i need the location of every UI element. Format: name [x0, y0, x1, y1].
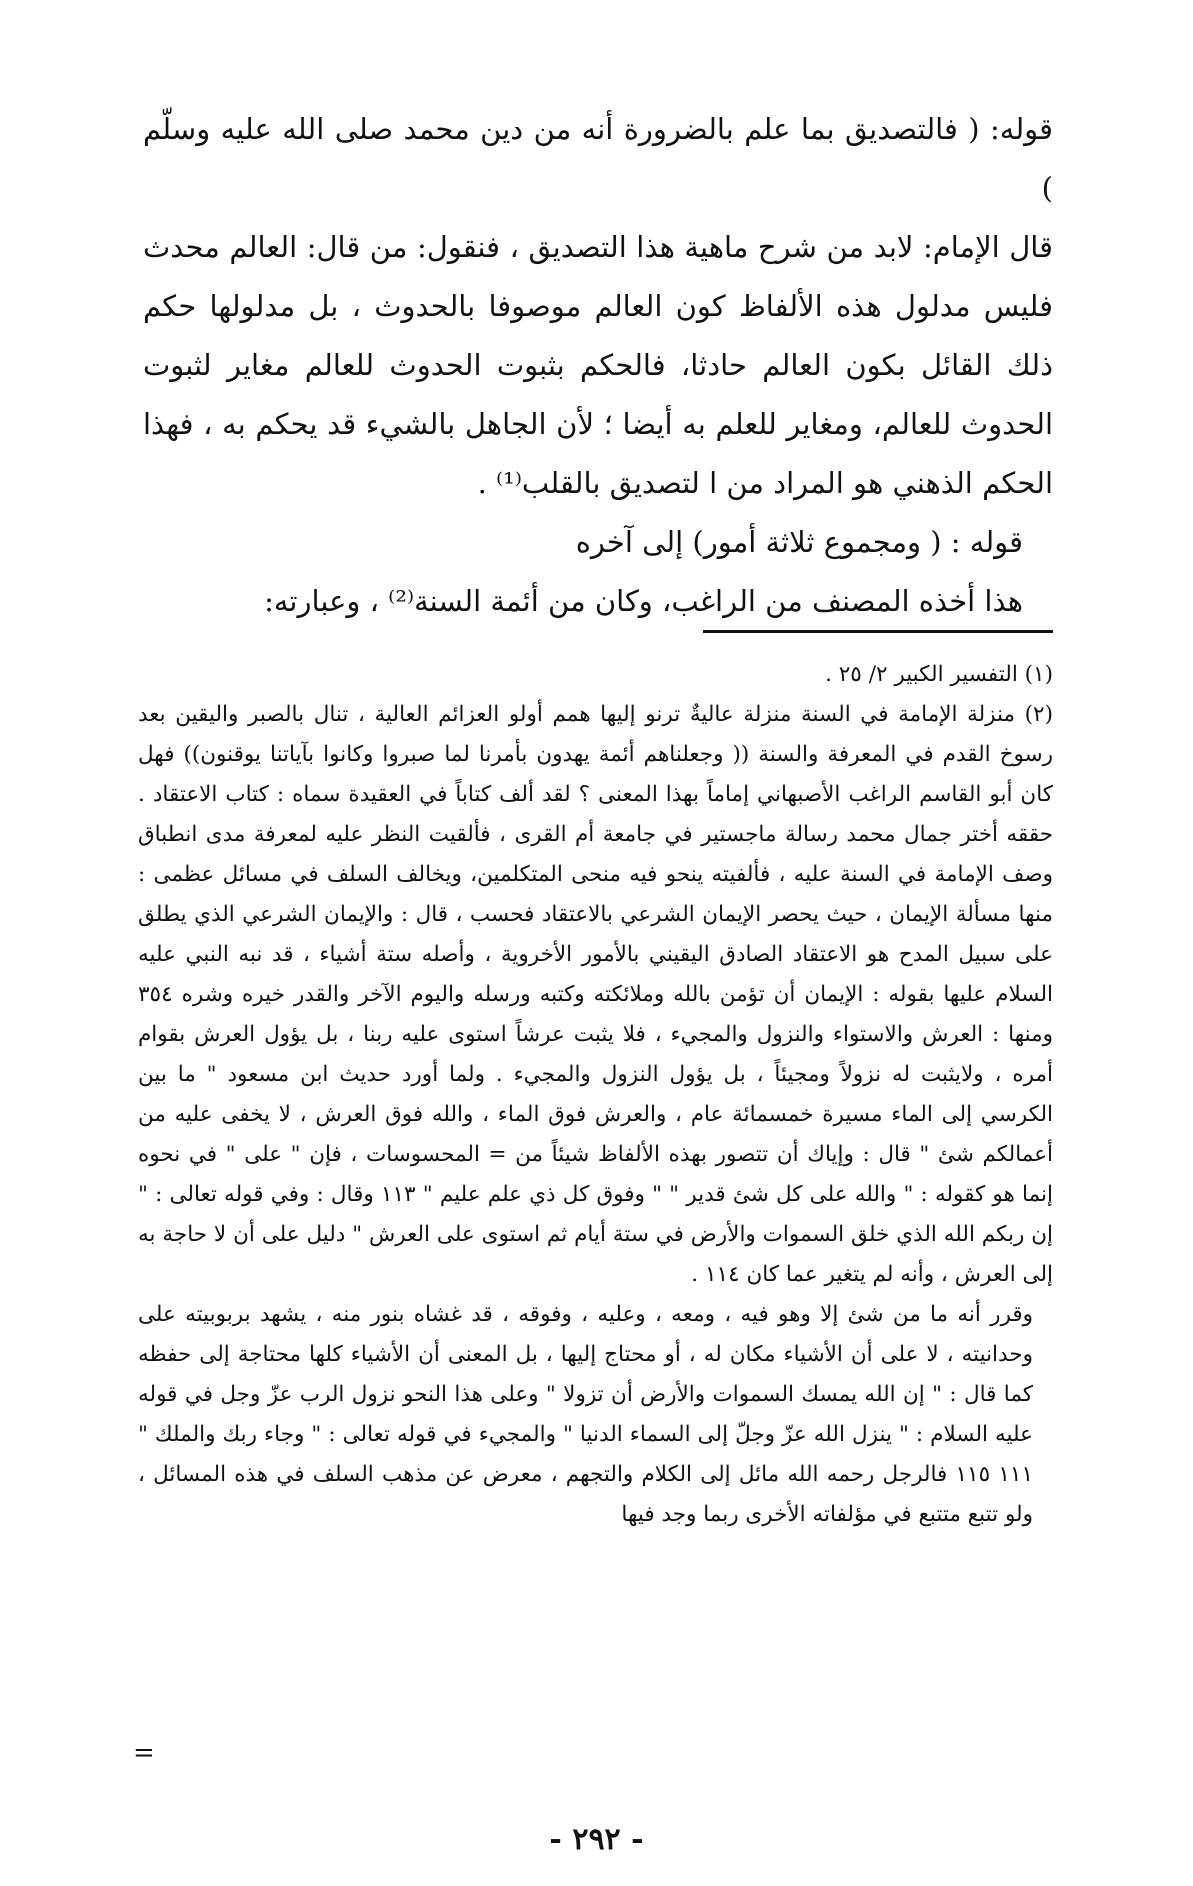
source-paragraph: هذا أخذه المصنف من الراغب، وكان من أئمة السنة⁽²⁾ ، وعبارته: [264, 584, 1023, 618]
footnote-2: (٢) منزلة الإمامة في السنة منزلة عاليةٌ ترنو إليها همم أولو العزائم العالية ، تنال بالصبر واليقين بعد رسوخ القدم في المعرفة والسنة (( وجعلناهم أئمة يهدون بأمرنا لما صبروا وكانوا بآياتنا يوقنون)) فهل كان أبو القاسم الراغب الأصبهاني إماماً بهذا المعنى ؟ لقد ألف كتاباً في العقيدة سماه : كتاب الاعتقاد . حققه أختر جمال محمد رسالة ماجستير في جامعة أم القرى ، فألقيت النظر عليه لمعرفة مدى انطباق وصف الإمامة في السنة عليه ، فألفيته ينحو فيه منحى المتكلمين، ويخالف السلف في مسائل عظمى : منها مسألة الإيمان ، حيث يحصر الإيمان الشرعي بالاعتقاد فحسب ، قال : والإيمان الشرعي الذي يطلق على سبيل المدح هو الاعتقاد الصادق اليقيني بالأمور الأخروية ، وأصله ستة أشياء ، قد نبه النبي عليه السلام عليها بقوله : الإيمان أن تؤمن بالله وملائكته وكتبه ورسله واليوم الآخر والقدر خيره وشره ٣٥٤ ومنها : العرش والاستواء والنزول والمجيء ، فلا يثبت عرشاً استوى عليه ربنا ، بل يؤول العرش بقوام أمره ، ولايثبت له نزولاً ومجيئاً ، بل يؤول النزول والمجيء . ولما أورد حديث ابن مسعود " ما بين الكرسي إلى الماء مسيرة خمسمائة عام ، والعرش فوق الماء ، والله فوق العرش ، لا يخفى عليه من أعمالكم شئ " قال : وإياك أن تتصور بهذه الألفاظ شيئاً من = المحسوسات ، فإن " على " في نحوه إنما هو كقوله : " والله على كل شئ قدير " " وفوق كل ذي علم عليم " ١١٣ وقال : وفي قوله تعالى : " إن ربكم الله الذي خلق السموات والأرض في ستة أيام ثم استوى على العرش " دليل على أن لا حاجة به إلى العرش ، وأنه لم يتغير عما كان ١١٤ . [138, 702, 1053, 1287]
footnotes [138, 655, 1053, 1535]
footnote-2-continuation: وقرر أنه ما من شئ إلا وهو فيه ، ومعه ، وعليه ، وفوقه ، قد غشاه بنور منه ، يشهد بربوبيته على وحدانيته ، لا على أن الأشياء مكان له ، أو محتاج إليها ، بل المعنى أن الأشياء كلها محتاجة إلى حفظه كما قال : " إن الله يمسك السموات والأرض أن تزولا " وعلى هذا النحو نزول الرب عزّ وجل في قوله عليه السلام : " ينزل الله عزّ وجلّ إلى السماء الدنيا " والمجيء في قوله تعالى : " وجاء ربك والملك " ١١١ ١١٥ فالرجل رحمه الله مائل إلى الكلام والتجهم ، معرض عن مذهب السلف في هذه المسائل ، ولو تتبع متتبع في مؤلفاته الأخرى ربما وجد فيها [138, 1302, 1033, 1527]
page-number: - ٢٩٢ - [549, 1822, 644, 1857]
continuation-mark: = [133, 1738, 155, 1768]
main-text [143, 100, 1053, 631]
quote-paragraph-2: قوله : ( ومجموع ثلاثة أمور) إلى آخره [575, 525, 1023, 559]
imam-commentary-paragraph: قال الإمام: لابد من شرح ماهية هذا التصديق ، فنقول: من قال: العالم محدث فليس مدلول هذه الألفاظ كون العالم موصوفا بالحدوث ، بل مدلولها حكم ذلك القائل بكون العالم حادثا، فالحكم بثبوت الحدوث للعالم مغاير لثبوت الحدوث للعالم، ومغاير للعلم به أيضا ؛ لأن الجاهل بالشيء قد يحكم به ، فهذا الحكم الذهني هو المراد من ا لتصديق بالقلب⁽¹⁾ . [143, 230, 1053, 500]
footnote-1: (١) التفسير الكبير ٢/ ٢٥ . [825, 662, 1053, 687]
footnote-separator [703, 630, 1053, 633]
quote-paragraph-1: قوله: ( فالتصديق بما علم بالضرورة أنه من دين محمد صلى الله عليه وسلّم ) [143, 112, 1053, 205]
